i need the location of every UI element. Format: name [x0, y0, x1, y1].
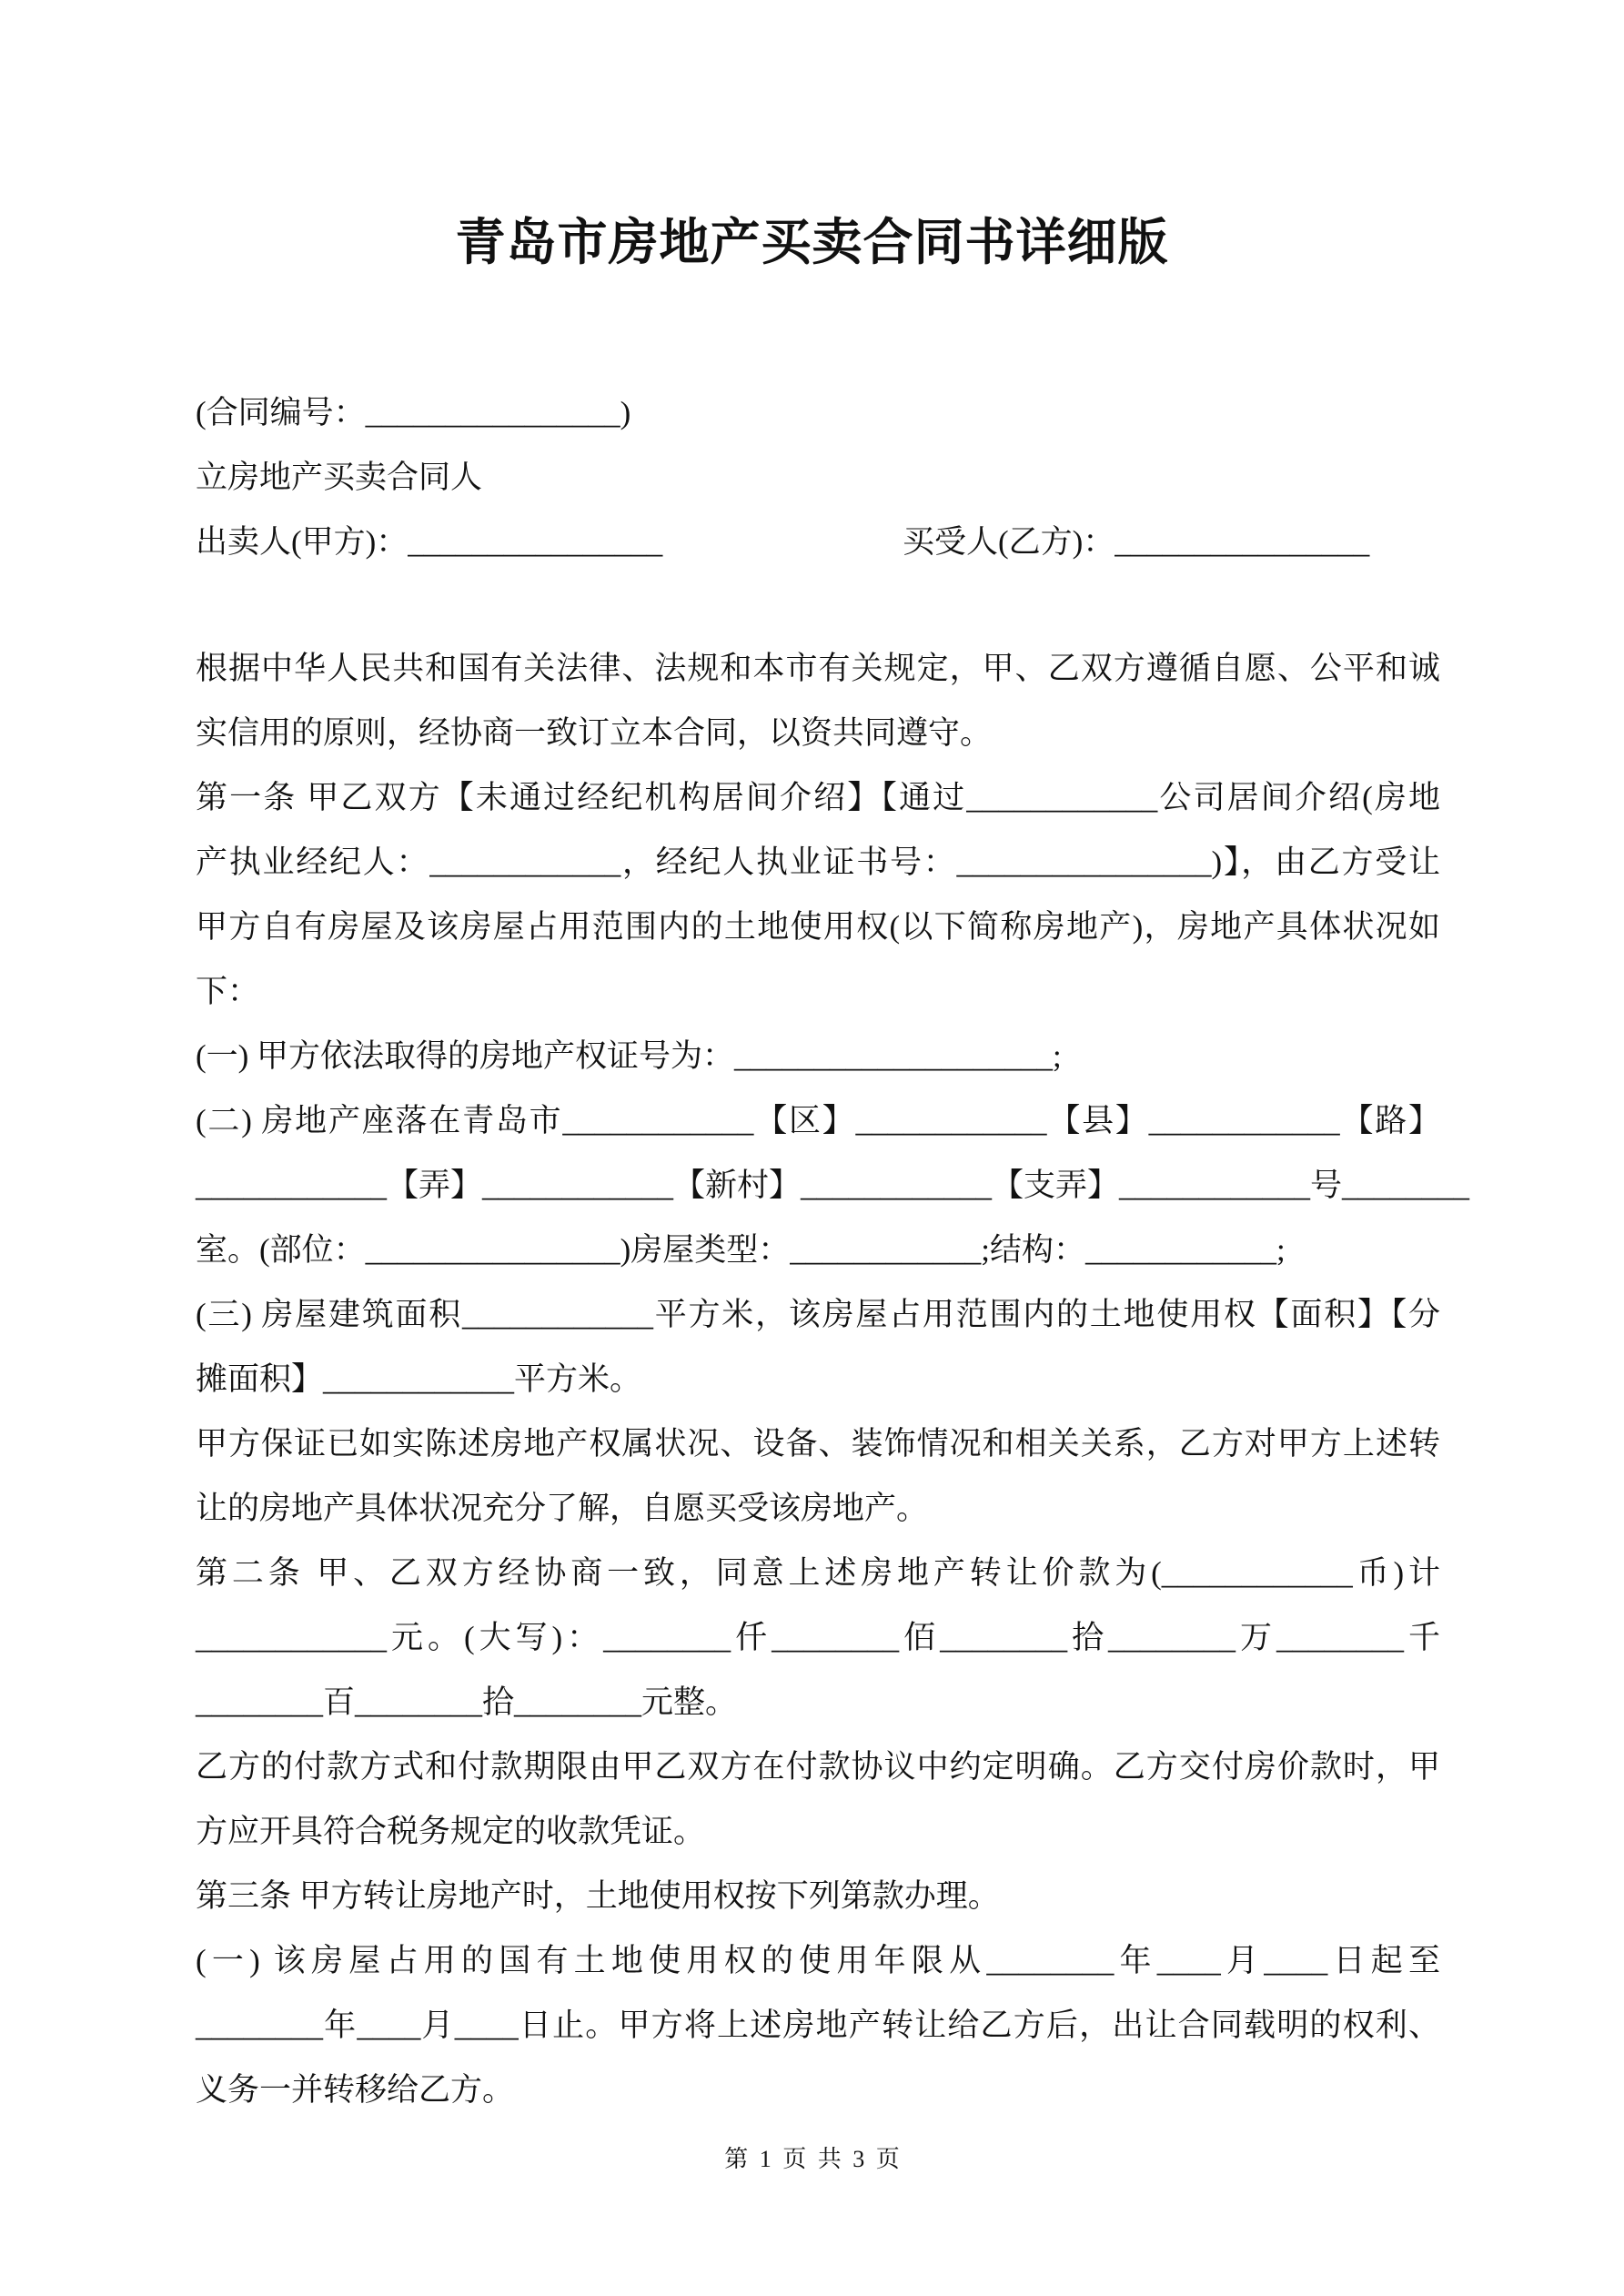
text-line: ________百________拾________元整。 — [196, 1684, 738, 1720]
text-line: (三) 房屋建筑面积____________平方米，该房屋占用范围内的土地使用权【面积】【分 — [196, 1297, 1440, 1332]
text-line: 根据中华人民共和国有关法律、法规和本市有关规定，甲、乙双方遵循自愿、公平和诚 — [196, 651, 1440, 686]
seller-field: 出卖人(甲方)：________________ — [196, 524, 663, 560]
text-line: 室。(部位：________________)房屋类型：____________;结构：____________; — [196, 1232, 1286, 1268]
contract-clauses — [196, 636, 1470, 2122]
text-line: 实信用的原则，经协商一致订立本合同，以资共同遵守。 — [196, 715, 993, 751]
text-line: 乙方的付款方式和付款期限由甲乙双方在付款协议中约定明确。乙方交付房价款时，甲 — [196, 1749, 1440, 1785]
document-body — [196, 380, 1470, 2122]
buyer-field: 买受人(乙方)：________________ — [903, 524, 1370, 560]
text-line: (一) 甲方依法取得的房地产权证号为：____________________; — [196, 1038, 1062, 1074]
text-line: 甲方自有房屋及该房屋占用范围内的土地使用权(以下简称房地产)，房地产具体状况如 — [196, 909, 1440, 945]
text-line: 方应开具符合税务规定的收款凭证。 — [196, 1814, 706, 1849]
text-line: ____________元。(大写)：________仟________佰________拾________万________千 — [196, 1620, 1440, 1655]
text-line: 产执业经纪人：____________，经纪人执业证书号：________________)】，由乙方受让 — [196, 845, 1440, 880]
text-line: ________年____月____日止。甲方将上述房地产转让给乙方后，出让合同载明的权利、 — [196, 2008, 1440, 2043]
text-line: 让的房地产具体状况充分了解，自愿买受该房地产。 — [196, 1491, 929, 1526]
text-line: 第三条 甲方转让房地产时，土地使用权按下列第款办理。 — [196, 1878, 1000, 1914]
parties-line — [196, 510, 1440, 574]
text-line: (二) 房地产座落在青岛市____________【区】____________【县】____________【路】 — [196, 1103, 1440, 1138]
text-line: 义务一并转移给乙方。 — [196, 2072, 515, 2108]
page-footer: 第 1 页 共 3 页 — [724, 2146, 900, 2172]
document-title: 青岛市房地产买卖合同书详细版 — [455, 215, 1169, 270]
text-line: (一) 该房屋占用的国有土地使用权的使用年限从________年____月____日起至 — [196, 1943, 1440, 1978]
text-line: ____________【弄】____________【新村】____________【支弄】____________号________ — [196, 1168, 1470, 1203]
text-line: 下： — [196, 974, 260, 1009]
text-line: 甲方保证已如实陈述房地产权属状况、设备、装饰情况和相关关系，乙方对甲方上述转 — [196, 1426, 1440, 1462]
text-line: 第一条 甲乙双方【未通过经纪机构居间介绍】【通过____________公司居间介绍(房地 — [196, 780, 1440, 815]
contract-number-line: (合同编号：________________) — [196, 395, 631, 430]
text-line: 摊面积】____________平方米。 — [196, 1361, 642, 1397]
spacer — [196, 574, 1440, 636]
parties-heading: 立房地产买卖合同人 — [196, 460, 483, 495]
text-line: 第二条 甲、乙双方经协商一致，同意上述房地产转让价款为(____________币)计 — [196, 1555, 1440, 1591]
